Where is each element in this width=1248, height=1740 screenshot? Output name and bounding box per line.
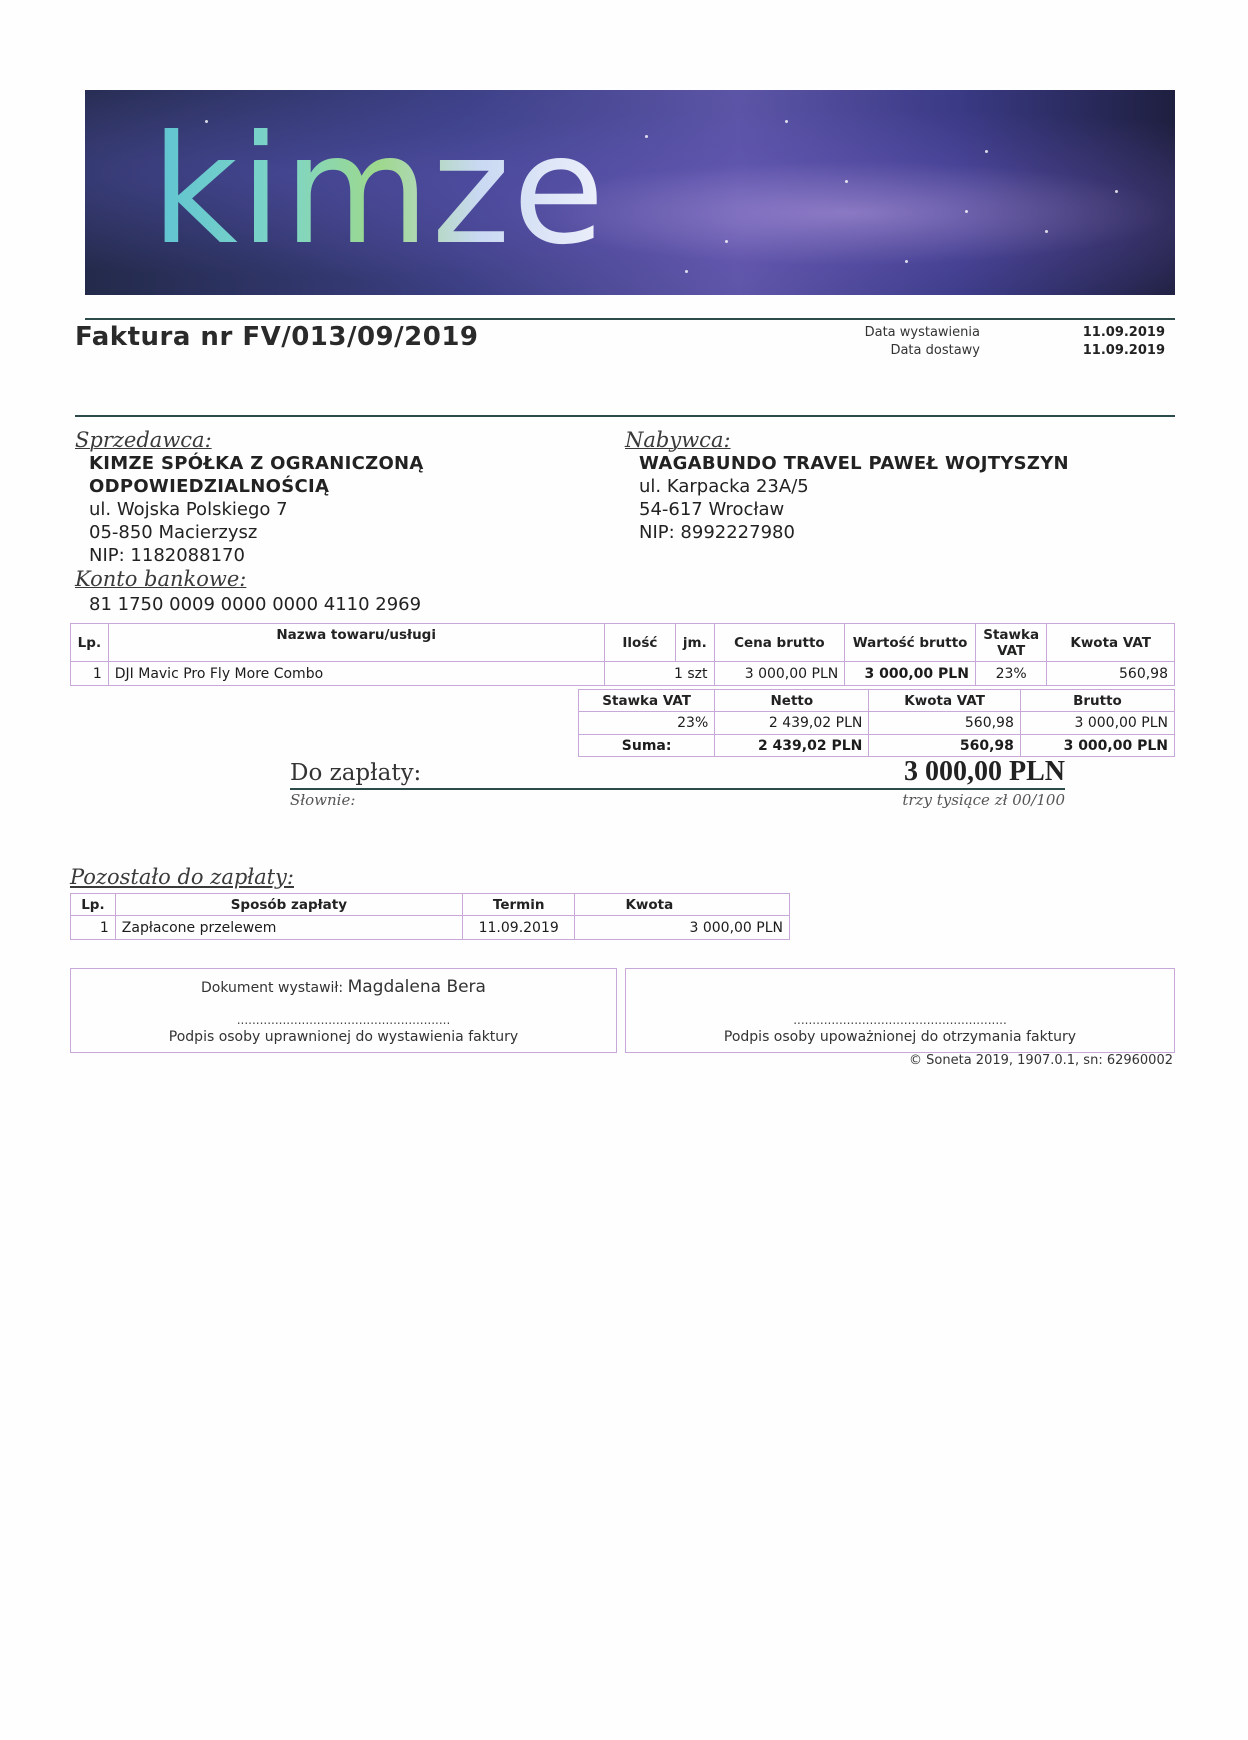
pay-col-amount: Kwota [575,894,790,916]
sum-total-gross: 3 000,00 PLN [1020,735,1174,757]
to-pay-label: Do zapłaty: [290,760,422,786]
col-unit: jm. [676,624,714,662]
table-row [579,735,1175,757]
sum-gross: 3 000,00 PLN [1020,712,1174,735]
buyer-street: ul. Karpacka 23A/5 [639,476,809,497]
pay-col-method: Sposób zapłaty [115,894,462,916]
pay-amount: 3 000,00 PLN [575,916,790,940]
pay-term: 11.09.2019 [462,916,575,940]
issue-date: 11.09.2019 [1082,325,1165,340]
sum-total-net: 2 439,02 PLN [715,735,869,757]
buyer-city: 54-617 Wrocław [639,499,785,520]
sum-col-gross: Brutto [1020,690,1174,712]
pay-lp: 1 [71,916,116,940]
signature-dots: ........................................................ [793,1013,1007,1027]
footer-copyright: © Soneta 2019, 1907.0.1, sn: 62960002 [909,1053,1173,1068]
sum-col-net: Netto [715,690,869,712]
sum-col-rate: Stawka VAT [579,690,715,712]
issued-by-label: Dokument wystawił: [201,980,344,996]
pay-method: Zapłacone przelewem [115,916,462,940]
vat-summary-table [578,689,1175,757]
header-banner [85,90,1175,295]
issued-by-name: Magdalena Bera [347,977,486,997]
table-row [71,916,790,940]
bank-account: 81 1750 0009 0000 0000 4110 2969 [89,594,422,615]
seller-block [75,428,424,616]
row-gross: 3 000,00 PLN [845,662,976,686]
col-vat-amount: Kwota VAT [1047,624,1175,662]
seller-city: 05-850 Macierzysz [89,522,258,543]
seller-street: ul. Wojska Polskiego 7 [89,499,288,520]
issue-date-label: Data wystawienia [864,325,980,340]
pay-col-term: Termin [462,894,575,916]
buyer-name: WAGABUNDO TRAVEL PAWEŁ WOJTYSZYN [639,453,1069,474]
sum-rate: 23% [579,712,715,735]
buyer-block [625,428,1069,544]
row-vat-rate: 23% [975,662,1046,686]
row-qty: 1 szt [604,662,714,686]
bank-account-heading: Konto bankowe: [75,567,247,591]
sum-col-vat: Kwota VAT [869,690,1021,712]
row-name: DJI Mavic Pro Fly More Combo [108,662,604,686]
in-words-label: Słownie: [290,791,356,809]
receiver-signature-box [625,968,1175,1053]
col-name: Nazwa towaru/usługi [108,624,604,662]
invoice-title: Faktura nr FV/013/09/2019 [75,322,479,352]
sum-total-vat: 560,98 [869,735,1021,757]
col-qty: Ilość [604,624,676,662]
buyer-nip: NIP: 8992227980 [639,522,795,543]
col-price: Cena brutto [714,624,845,662]
col-vat-rate: Stawka VAT [975,624,1046,662]
col-lp: Lp. [71,624,109,662]
in-words-value: trzy tysiące zł 00/100 [902,791,1065,809]
issuer-signature-caption: Podpis osoby uprawnionej do wystawienia faktury [168,1029,519,1045]
seller-name-line1: KIMZE SPÓŁKA Z OGRANICZONĄ [89,453,424,474]
company-logo: kimze [151,96,607,286]
issuer-signature-box [70,968,617,1053]
table-row [71,662,1175,686]
row-price: 3 000,00 PLN [714,662,845,686]
sum-total-label: Suma: [579,735,715,757]
divider [75,415,1175,417]
signature-dots: ........................................................ [236,1013,451,1027]
table-row [579,712,1175,735]
divider [85,318,1175,320]
seller-nip: NIP: 1182088170 [89,545,245,566]
payment-table [70,893,790,940]
buyer-heading: Nabywca: [625,428,731,452]
delivery-date: 11.09.2019 [1082,343,1165,358]
seller-heading: Sprzedawca: [75,428,212,452]
remaining-heading: Pozostało do zapłaty: [70,865,294,889]
col-gross: Wartość brutto [845,624,976,662]
receiver-signature-caption: Podpis osoby upoważnionej do otrzymania faktury [723,1029,1077,1045]
row-lp: 1 [71,662,109,686]
seller-name-line2: ODPOWIEDZIALNOŚCIĄ [89,476,330,497]
delivery-date-label: Data dostawy [890,343,980,358]
pay-col-lp: Lp. [71,894,116,916]
items-table [70,623,1175,686]
sum-vat: 560,98 [869,712,1021,735]
to-pay-value: 3 000,00 PLN [904,756,1065,787]
sum-net: 2 439,02 PLN [715,712,869,735]
divider [290,788,1065,790]
row-vat-amount: 560,98 [1047,662,1175,686]
